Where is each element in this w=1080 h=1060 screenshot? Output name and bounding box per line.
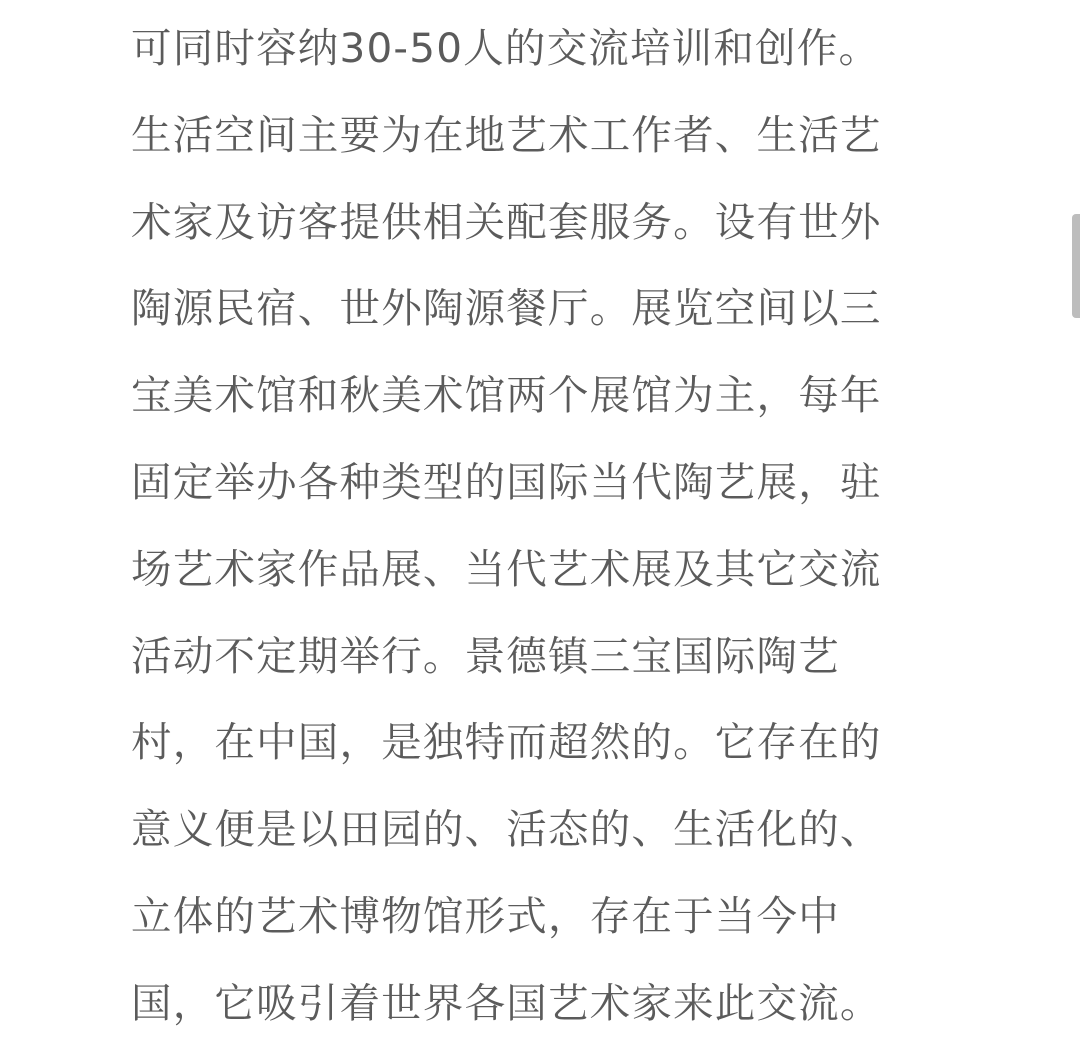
text-line: 固定举办各种类型的国际当代陶艺展，驻 xyxy=(131,457,882,506)
text-line: 活动不定期举行。景德镇三宝国际陶艺 xyxy=(131,631,840,680)
text-line: 意义便是以田园的、活态的、生活化的、 xyxy=(131,805,882,854)
text-line: 可同时容纳30-50人的交流培训和创作。 xyxy=(131,24,881,72)
scrollbar-thumb[interactable] xyxy=(1072,214,1080,318)
text-line: 宝美术馆和秋美术馆两个展馆为主，每年 xyxy=(131,371,882,420)
text-line: 陶源民宿、世外陶源餐厅。展览空间以三 xyxy=(131,284,882,333)
text-line: 村，在中国，是独特而超然的。它存在的 xyxy=(131,718,882,767)
text-line: 生活空间主要为在地艺术工作者、生活艺 xyxy=(131,110,882,159)
text-line: 场艺术家作品展、当代艺术展及其它交流 xyxy=(131,544,882,593)
text-line: 国，它吸引着世界各国艺术家来此交流。 xyxy=(131,978,882,1027)
text-line: 立体的艺术博物馆形式，存在于当今中 xyxy=(131,891,840,940)
text-line: 术家及访客提供相关配套服务。设有世外 xyxy=(131,197,882,246)
article-body xyxy=(131,18,961,1060)
